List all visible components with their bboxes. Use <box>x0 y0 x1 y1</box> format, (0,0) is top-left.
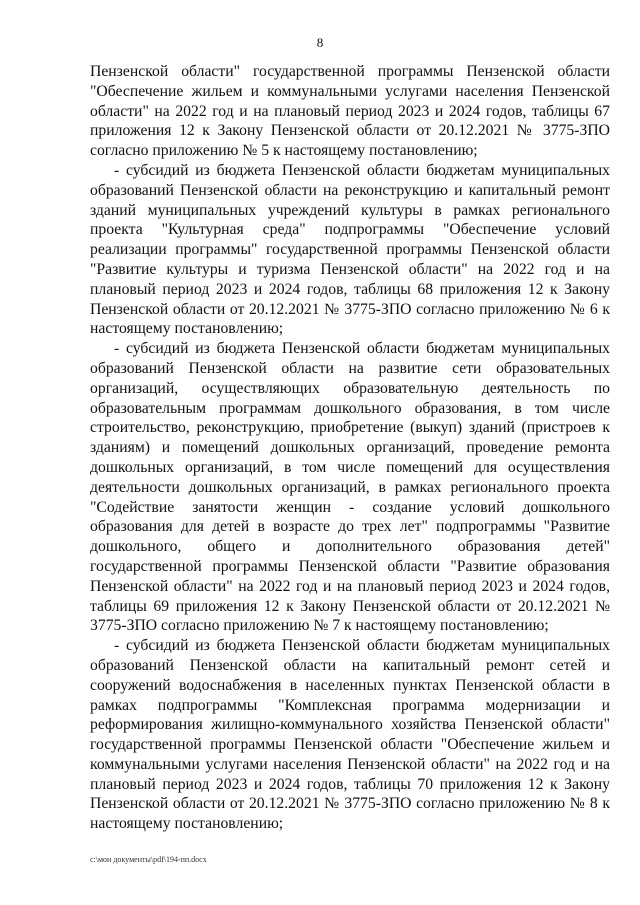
paragraph-continuation: Пензенской области" государственной программы Пензенской области "Обеспечение жильем и коммунальными услугами населения Пензенской области" на 2022 год и на плановый период 2023 и 2024 годов, таблицы 67 приложения 12 к Закону Пензенской области от 20.12.2021 № 3775-ЗПО согласно приложению № 5 к настоящему постановлению; <box>90 63 610 160</box>
paragraph-subsidy-culture: - субсидий из бюджета Пензенской области бюджетам муниципальных образований Пензенской области на реконструкцию и капитальный ремонт зданий муниципальных учреждений культуры в рамках регионального проекта "Культурная среда" подпрограммы "Обеспечение условий реализации программы" государственной программы Пензенской области "Развитие культуры и туризма Пензенской области" на 2022 год и на плановый период 2023 и 2024 годов, таблицы 68 приложения 12 к Закону Пензенской области от 20.12.2021 № 3775-ЗПО согласно приложению № 6 к настоящему постановлению; <box>90 161 610 338</box>
page-number: 8 <box>316 35 324 50</box>
paragraph-subsidy-preschool: - субсидий из бюджета Пензенской области бюджетам муниципальных образований Пензенской области на развитие сети образовательных организаций, осуществляющих образовательную деятельность по образовательным программам дошкольного образования, в том числе строительство, реконструкцию, приобретение (выкуп) зданий (пристроев к зданиям) и помещений дошкольных организаций, проведение ремонта дошкольных организаций, в том числе помещений для осуществления деятельности дошкольных организаций, в рамках регионального проекта "Содействие занятости женщин - создание условий дошкольного образования для детей в возрасте до трех лет" подпрограммы "Развитие дошкольного, общего и дополнительного образования детей" государственной программы Пензенской области "Развитие образования Пензенской области" на 2022 год и на плановый период 2023 и 2024 годов, таблицы 69 приложения 12 к Закону Пензенской области от 20.12.2021 № 3775-ЗПО согласно приложению № 7 к настоящему постановлению; <box>90 340 610 635</box>
document-body <box>90 62 610 834</box>
footer-file-path: c:\мои документы\pdf\194-пп.docx <box>90 855 207 864</box>
paragraph-subsidy-water-supply: - субсидий из бюджета Пензенской области бюджетам муниципальных образований Пензенской области на капитальный ремонт сетей и сооружений водоснабжения в населенных пунктах Пензенской области в рамках подпрограммы "Комплексная программа модернизации и реформирования жилищно-коммунального хозяйства Пензенской области" государственной программы Пензенской области "Обеспечение жильем и коммунальными услугами населения Пензенской области" на 2022 год и на плановый период 2023 и 2024 годов, таблицы 70 приложения 12 к Закону Пензенской области от 20.12.2021 № 3775-ЗПО согласно приложению № 8 к настоящему постановлению; <box>90 637 610 833</box>
